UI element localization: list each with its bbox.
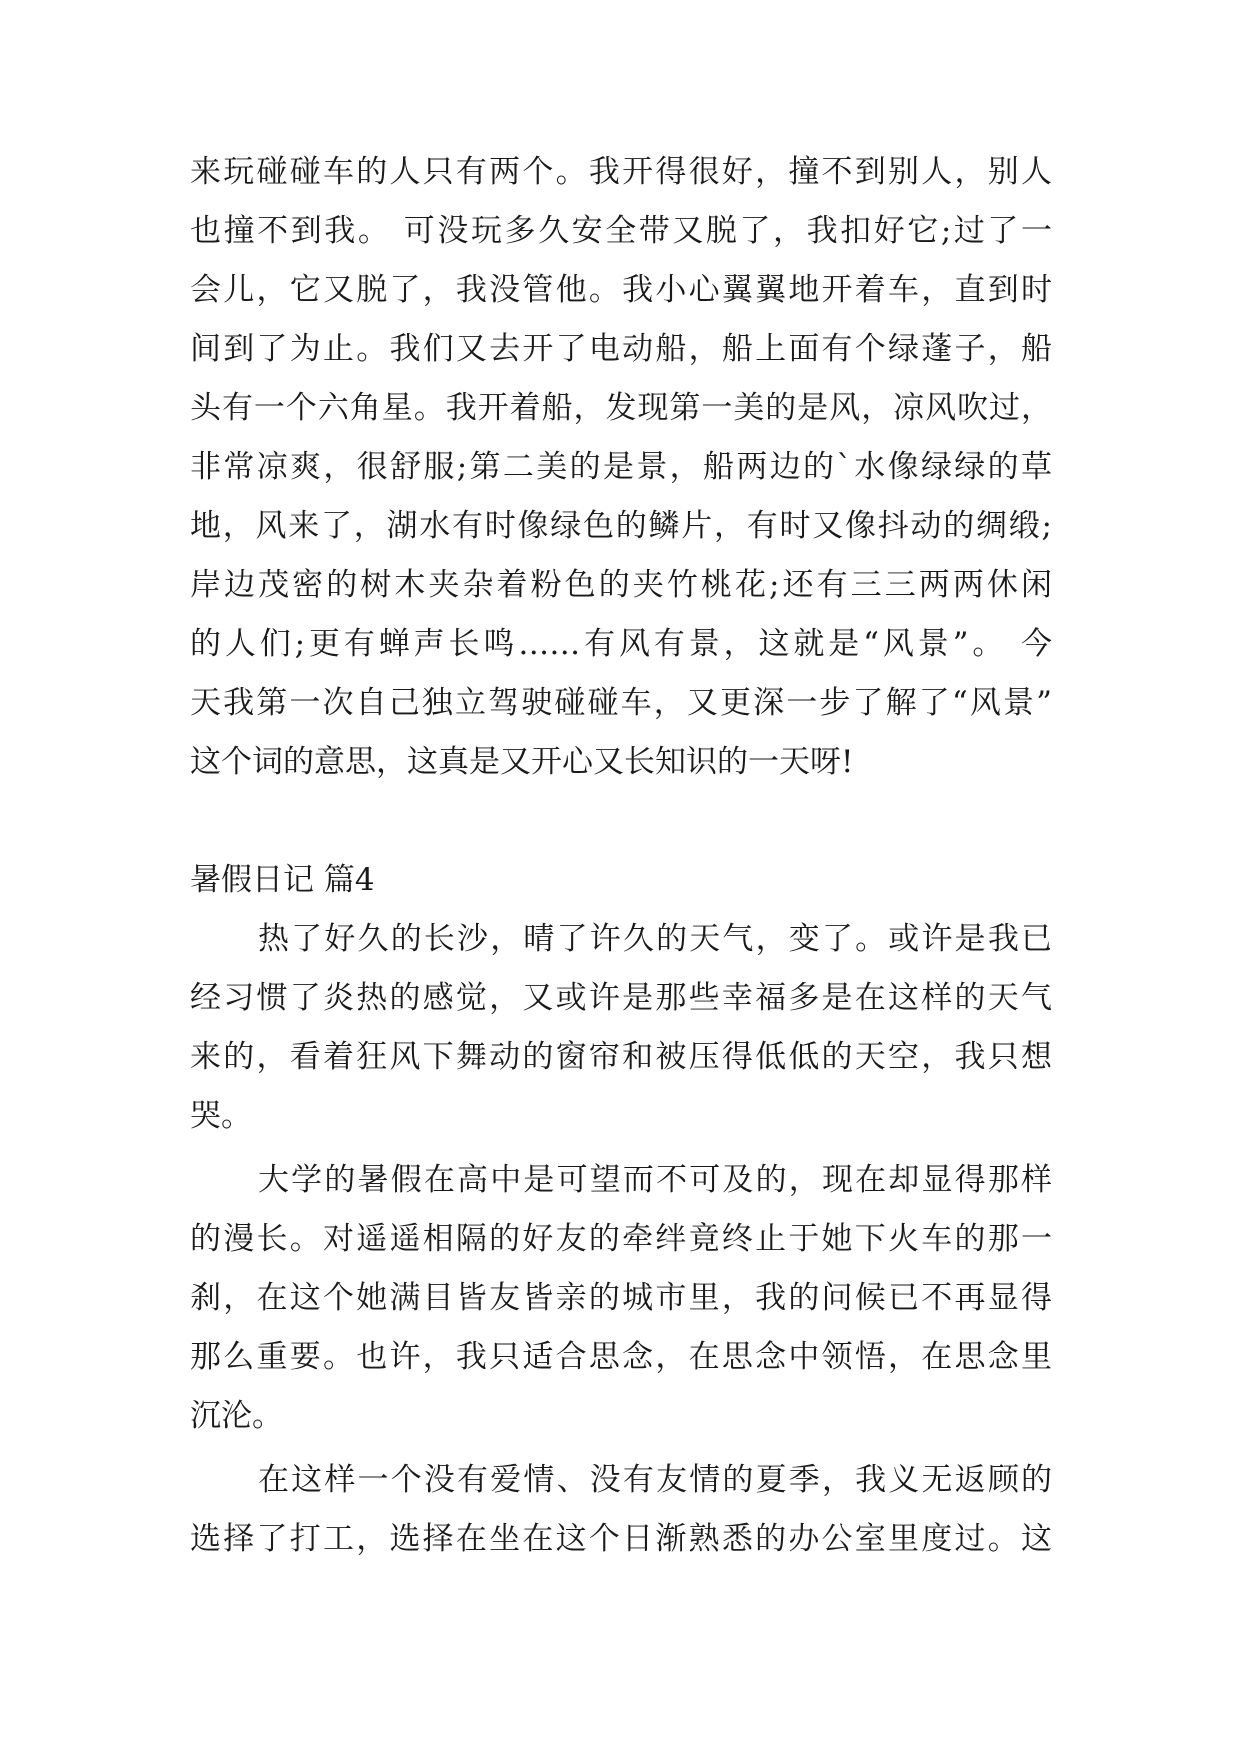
text-line: 在这样一个没有爱情、没有友情的夏季，我义无返顾的 [258, 1462, 1052, 1498]
text-line: 头有一个六角星。我开着船，发现第一美的是风，凉风吹过， [190, 390, 1052, 426]
text-line: 的漫长。对遥遥相隔的好友的牵绊竟终止于她下火车的那一 [190, 1221, 1052, 1257]
text-line: 沉沦。 [190, 1398, 283, 1434]
text-line: 这个词的意思，这真是又开心又长知识的一天呀! [190, 744, 854, 780]
text-line: 也撞不到我。 可没玩多久安全带又脱了，我扣好它;过了一 [190, 213, 1052, 249]
text-line: 来的，看着狂风下舞动的窗帘和被压得低低的天空，我只想 [190, 1039, 1052, 1075]
text-line: 间到了为止。我们又去开了电动船，船上面有个绿蓬子，船 [190, 331, 1052, 367]
text-line: 刹，在这个她满目皆友皆亲的城市里，我的问候已不再显得 [190, 1280, 1052, 1316]
text-line: 岸边茂密的树木夹杂着粉色的夹竹桃花;还有三三两两休闲 [190, 567, 1052, 603]
text-line: 经习惯了炎热的感觉，又或许是那些幸福多是在这样的天气 [190, 980, 1052, 1016]
text-line: 非常凉爽，很舒服;第二美的是景，船两边的`水像绿绿的草 [190, 449, 1052, 485]
text-line: 选择了打工，选择在坐在这个日渐熟悉的办公室里度过。这 [190, 1521, 1052, 1557]
text-line: 的人们;更有蝉声长鸣……有风有景，这就是“风景”。 今 [190, 626, 1052, 662]
text-line: 哭。 [190, 1098, 252, 1134]
text-line: 热了好久的长沙，晴了许久的天气，变了。或许是我已 [258, 921, 1052, 957]
section-heading: 暑假日记 篇4 [190, 862, 375, 898]
text-line: 来玩碰碰车的人只有两个。我开得很好，撞不到别人，别人 [190, 154, 1052, 190]
text-line: 大学的暑假在高中是可望而不可及的，现在却显得那样 [258, 1162, 1052, 1198]
text-line: 那么重要。也许，我只适合思念，在思念中领悟，在思念里 [190, 1339, 1052, 1375]
text-line: 天我第一次自己独立驾驶碰碰车，又更深一步了解了“风景” [190, 685, 1052, 721]
text-line: 地，风来了，湖水有时像绿色的鳞片，有时又像抖动的绸缎; [190, 508, 1052, 544]
text-line: 会儿，它又脱了，我没管他。我小心翼翼地开着车，直到时 [190, 272, 1052, 308]
